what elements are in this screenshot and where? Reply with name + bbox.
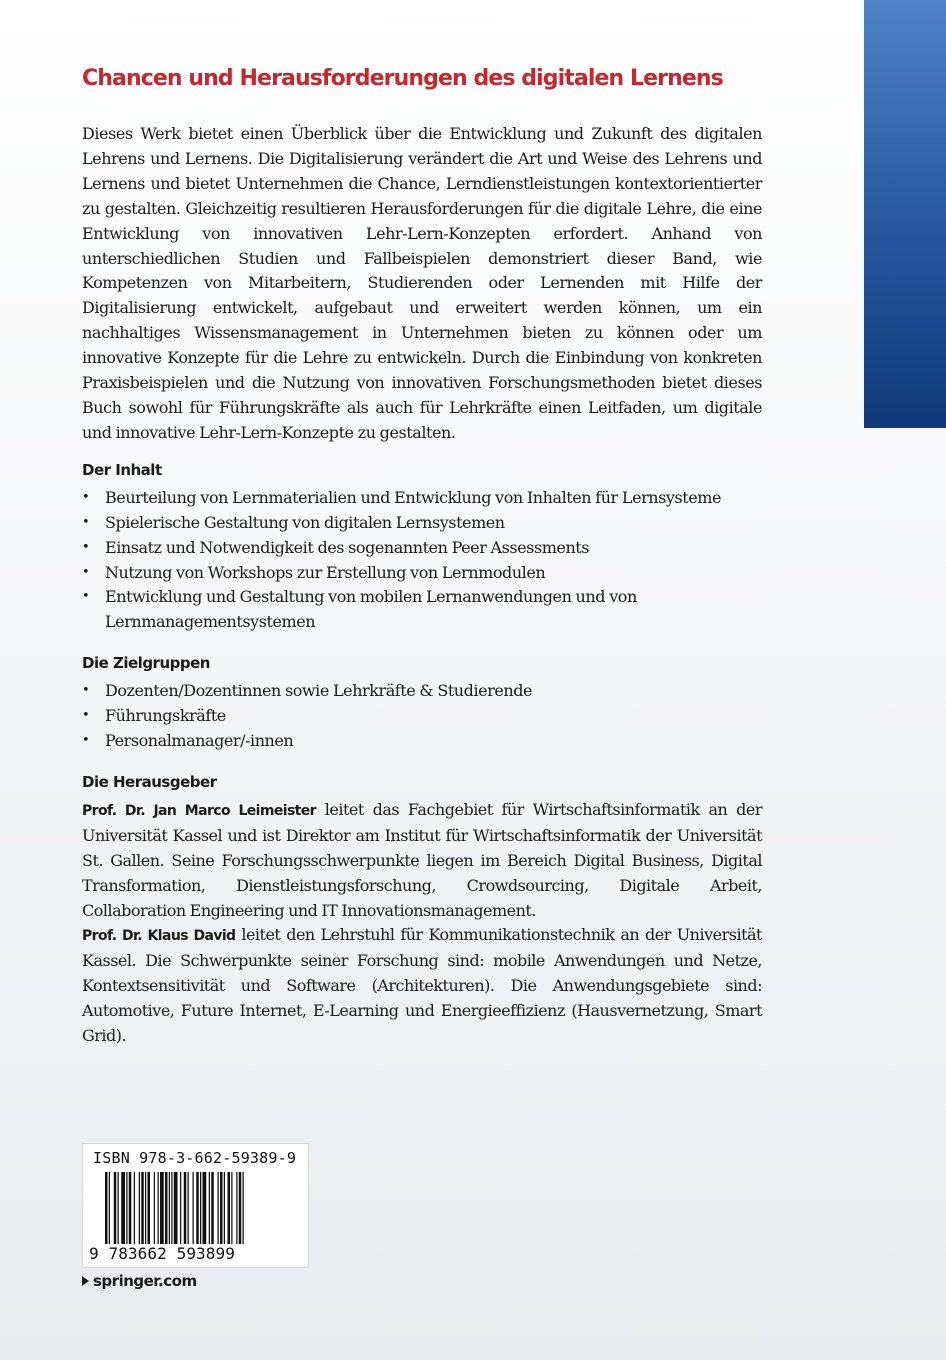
list-item: • Spielerische Gestaltung von digitalen Lernsystemen	[82, 511, 762, 536]
barcode-bar	[228, 1172, 231, 1244]
barcode-bar	[196, 1172, 199, 1244]
springer-link-text: springer.com	[93, 1272, 197, 1290]
list-item: • Führungskräfte	[82, 704, 762, 729]
barcode-bar	[211, 1172, 214, 1244]
barcode-digits: 9 783662 593899	[89, 1244, 235, 1263]
barcode-bar	[129, 1172, 132, 1244]
list-item: • Beurteilung von Lernmaterialien und Entwicklung von Inhalten für Lernsysteme	[82, 486, 762, 511]
barcode-bar	[239, 1172, 242, 1244]
editor-name: Prof. Dr. Klaus David	[82, 928, 236, 945]
barcode-bar	[188, 1172, 189, 1244]
barcode-bar	[139, 1172, 140, 1244]
barcode-bar	[243, 1172, 244, 1244]
isbn-barcode	[82, 1143, 309, 1268]
barcode-bar	[145, 1172, 146, 1244]
barcode-bar	[184, 1172, 187, 1244]
intro-paragraph: Dieses Werk bietet einen Überblick über die Entwicklung und Zukunft des digitalen Lehrens und Lernens. Die Digitalisierung verändert die Art und Weise des Lehrens und Lernens und bietet Unternehmen die Chance, Lerndienstleistungen kontextorientierter zu gestalten. Gleichzeitig resultieren Herausforderungen für die digitale Lehre, die eine Entwicklung von innovativen Lehr-Lern-Konzepten erfordert. Anhand von unterschiedlichen Studien und Fallbeispielen demonstriert dieser Band, wie Kompetenzen von Mitarbeitern, Studierenden oder Lernenden mit Hilfe der Digitalisierung entwickelt, aufgebaut und erweitert werden können, um ein nachhaltiges Wissensmanagement in Unternehmen bieten zu können oder um innovative Konzepte für die Lehre zu entwickeln. Durch die Einbindung von konkreten Praxisbeispielen und die Nutzung von innovativen Forschungsmethoden bietet dieses Buch sowohl für Führungskräfte als auch für Lehrkräfte einen Leitfaden, um digitale und innovative Lehr-Lern-Konzepte zu gestalten.	[82, 124, 762, 442]
barcode-bar	[105, 1172, 108, 1244]
barcode-bar	[220, 1172, 223, 1244]
barcode-bars	[105, 1172, 295, 1244]
arrow-right-icon	[82, 1276, 89, 1286]
zielgruppen-heading: Die Zielgruppen	[82, 654, 210, 673]
editor-name: Prof. Dr. Jan Marco Leimeister	[82, 802, 316, 819]
barcode-bar	[180, 1172, 181, 1244]
barcode-bar	[203, 1172, 207, 1244]
list-item: • Dozenten/Dozentinnen sowie Lehrkräfte & Studierende	[82, 679, 762, 704]
barcode-bar	[121, 1172, 125, 1244]
barcode-bar	[160, 1172, 164, 1244]
barcode-bar	[231, 1172, 232, 1244]
barcode-bar	[209, 1172, 210, 1244]
barcode-bar	[193, 1172, 194, 1244]
barcode-bar	[200, 1172, 201, 1244]
editor-bio: leitet das Fachgebiet für Wirtschaftsinformatik an der Universität Kassel und ist Direktor am Institut für Wirtschaftsinformatik der Universität St. Gallen. Seine Forschungsschwerpunkte liegen im Bereich Digital Business, Digital Transformation, Dienstleistungsforschung, Crowdsourcing, Digitale Arbeit, Collaboration Engineering und IT Innovationsmanagement.	[82, 799, 763, 920]
barcode-bar	[118, 1172, 119, 1244]
barcode-bar	[134, 1172, 135, 1244]
inhalt-list	[82, 486, 762, 635]
editor-bio: leitet den Lehrstuhl für Kommunikationstechnik an der Universität Kassel. Die Schwerpunkte seiner Forschung sind: mobile Anwendungen und Netze, Kontextsensitivität und Software (Architekturen). Die Anwendungsgebiete sind: Automotive, Future Internet, E-Learning und Energieeffizienz (Hausvernetzung, Smart Grid).	[82, 925, 762, 1046]
herausgeber-heading: Die Herausgeber	[82, 772, 217, 791]
editor-david	[82, 923, 762, 1049]
list-item: • Personalmanager/-innen	[82, 729, 762, 754]
barcode-bar	[174, 1172, 178, 1244]
barcode-bar	[114, 1172, 117, 1244]
barcode-bar	[236, 1172, 237, 1244]
barcode-bar	[218, 1172, 219, 1244]
barcode-bar	[141, 1172, 144, 1244]
barcode-bar	[109, 1172, 110, 1244]
isbn-label: ISBN 978-3-662-59389-9	[93, 1149, 297, 1167]
inhalt-heading: Der Inhalt	[82, 460, 162, 479]
editor-leimeister	[82, 798, 762, 924]
barcode-bar	[171, 1172, 172, 1244]
list-item: • Nutzung von Workshops zur Erstellung von Lernmodulen	[82, 561, 762, 586]
list-item: • Entwicklung und Gestaltung von mobilen Lernanwendungen und von Lernmanagementsystemen	[82, 585, 762, 635]
barcode-bar	[154, 1172, 155, 1244]
barcode-bar	[165, 1172, 168, 1244]
barcode-bar	[224, 1172, 225, 1244]
back-cover-content	[82, 62, 762, 1049]
page-title: Chancen und Herausforderungen des digitalen Lernens	[82, 66, 723, 91]
barcode-bar	[169, 1172, 170, 1244]
blue-accent-bar	[864, 0, 946, 428]
barcode-bar	[158, 1172, 159, 1244]
barcode-bar	[126, 1172, 127, 1244]
barcode-bar	[148, 1172, 151, 1244]
springer-link[interactable]	[82, 1272, 197, 1290]
zielgruppen-list	[82, 679, 762, 754]
list-item: • Einsatz und Notwendigkeit des sogenannten Peer Assessments	[82, 536, 762, 561]
